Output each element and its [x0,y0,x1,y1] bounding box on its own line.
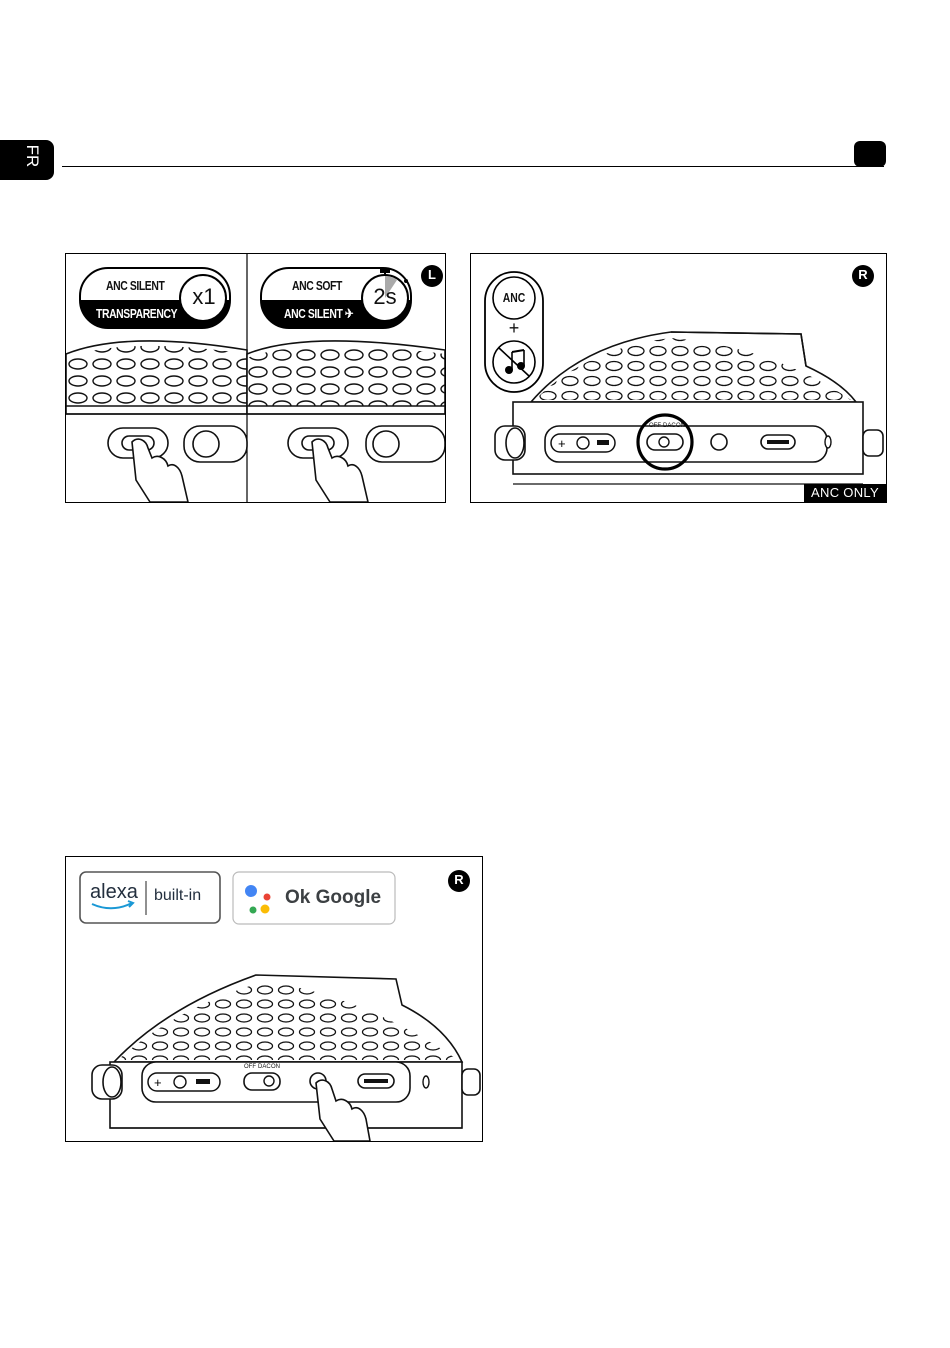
step1-bottom-label: TRANSPARENCY [96,306,178,321]
step2-bottom-label-text: ANC SILENT [284,306,343,321]
step1-press-count: x1 [192,284,216,309]
airplane-icon: ✈ [344,306,354,321]
anc-plus-sign: + [508,318,520,338]
step2-bottom-label [284,306,353,322]
figure-voice-assistant [65,856,483,1142]
step1-top-label: ANC SILENT [106,278,165,293]
header-rule [62,166,884,167]
switch-label-dac: DAC [663,423,676,429]
left-side-badge-label: L [428,267,436,282]
voice-switch-label-dac: DAC [258,1064,271,1070]
voice-switch-label-off: OFF [244,1064,256,1070]
svg-text:+: + [154,1075,162,1090]
figure-left [65,253,446,503]
switch-label-on: ON [676,423,685,429]
voice-switch-label-on: ON [271,1064,280,1070]
language-tab [0,140,54,180]
step2-top-label: ANC SOFT [292,278,342,293]
step1-illustration [66,341,247,502]
step2-illustration [247,341,445,502]
voice-side-badge-label: R [454,872,464,887]
right-side-badge-label: R [858,267,868,282]
language-tab-label: FR [23,144,42,168]
svg-text:+: + [558,436,566,451]
step2-hold-duration: 2s [373,284,397,309]
alexa-builtin-label: built-in [154,887,202,904]
figure-right-illustration [471,254,886,502]
anc-capsule-label: ANC [502,290,526,305]
ok-google-label: Ok Google [285,887,382,908]
switch-label-off: OFF [649,423,661,429]
anc-only-tag: ANC ONLY [811,485,879,500]
alexa-brand-label: alexa [90,881,138,903]
page-number-tab [854,141,886,167]
figure-right [470,253,887,503]
